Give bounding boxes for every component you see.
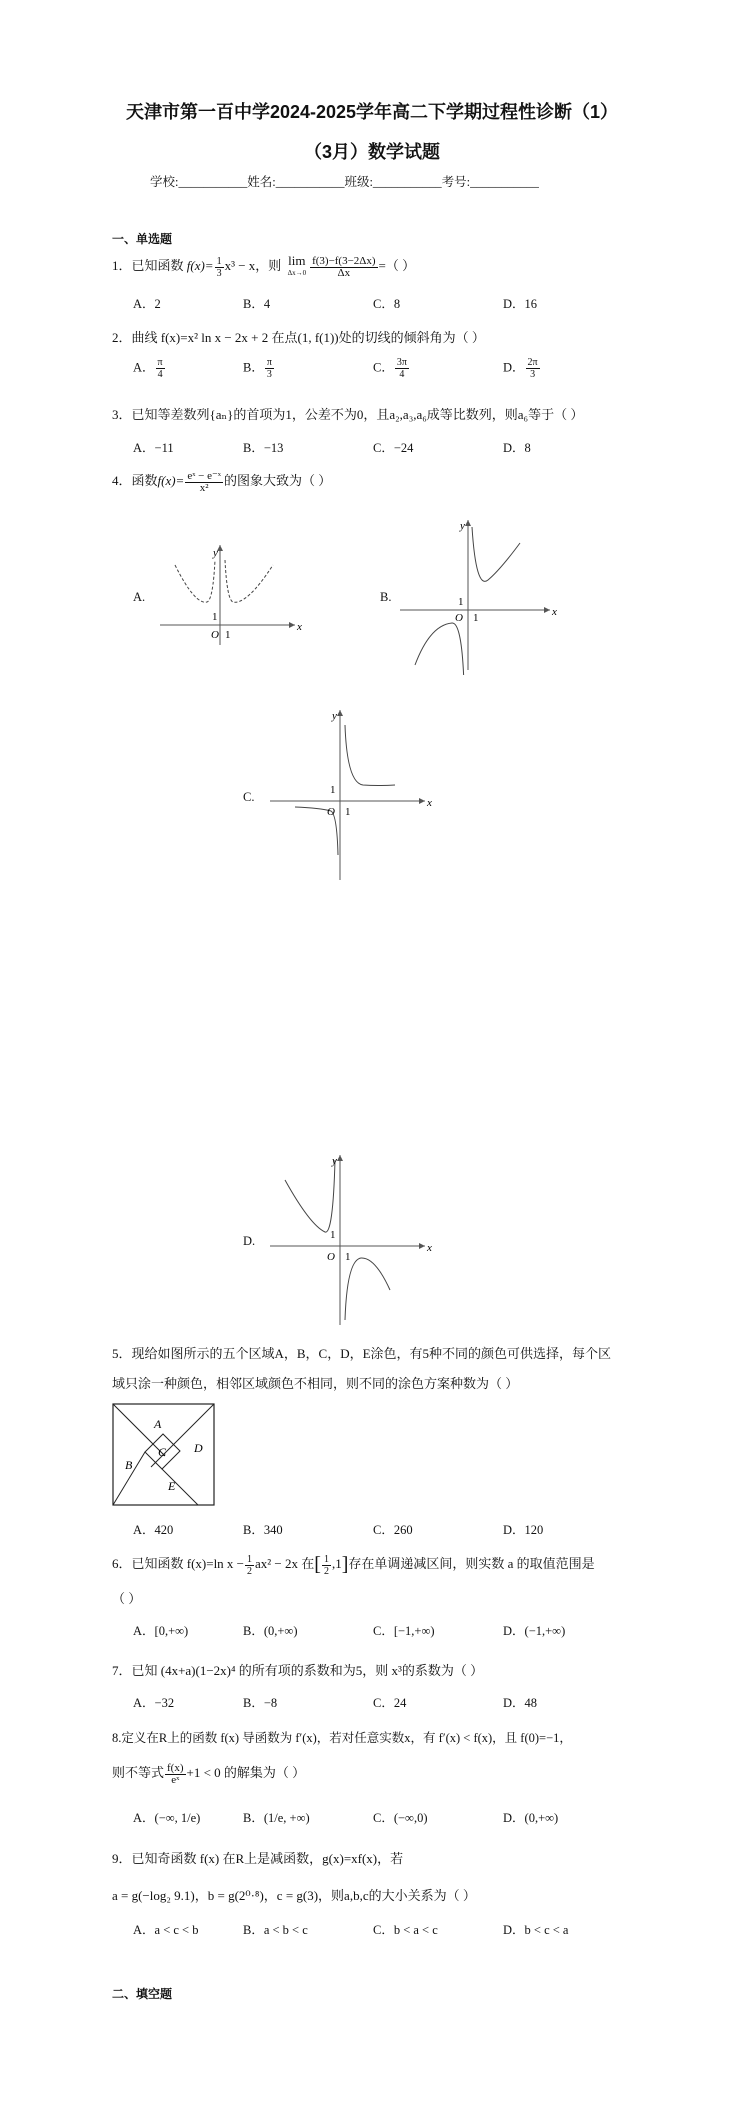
question-7: 7．已知 (4x+a)(1−2x)⁴ 的所有项的系数和为5，则 x³的系数为（ ） <box>112 1663 484 1678</box>
q5-option-c[interactable]: C．260 <box>373 1523 413 1537</box>
q2-option-a[interactable]: A． $\frac{\pi}{4}$ <box>133 357 163 380</box>
axis-x-label: x <box>297 621 302 633</box>
student-info-line: 学校:___________姓名:___________班级:___________考号:___________ <box>150 175 539 189</box>
question-9-line2: a = g(−log₂ 9.1)，b = g(2⁰·⁸)，c = g(3)，则a,b,c的大小关系为（ ） <box>112 1888 476 1903</box>
svg-text:1: 1 <box>458 596 464 608</box>
tick-1-y: 1 <box>212 611 218 623</box>
region-c-label: C <box>158 1445 167 1459</box>
region-e-label: E <box>168 1479 176 1493</box>
q1-limit-fraction: $\frac{f(3)-f(3-2\Delta x)}{\Delta x}$ <box>312 254 376 279</box>
q5-region-diagram <box>112 1403 217 1507</box>
question-5-line2: 域只涂一种颜色，相邻区域颜色不相同，则不同的涂色方案种数为（ ） <box>112 1376 519 1391</box>
q3-option-c[interactable]: C．−24 <box>373 441 414 455</box>
q4-option-a-label[interactable]: A. <box>133 590 146 604</box>
q4-option-b-label[interactable]: B. <box>380 590 392 604</box>
q1-tail: =（ ） <box>378 258 416 273</box>
region-d-label: D <box>194 1441 203 1455</box>
svg-text:1: 1 <box>473 612 479 624</box>
svg-text:1: 1 <box>345 1251 351 1263</box>
origin-label: O <box>211 629 219 641</box>
page-title: 天津市第一百中学2024-2025学年高二下学期过程性诊断（1） <box>125 102 619 122</box>
q8-option-a[interactable]: A．(−∞, 1/e) <box>133 1811 201 1825</box>
region-a-label: A <box>154 1417 162 1431</box>
q4-option-d-label[interactable]: D. <box>243 1234 256 1248</box>
q4-graph-a[interactable] <box>155 540 305 650</box>
q7-option-d[interactable]: D．48 <box>503 1696 538 1710</box>
q4-option-c-label[interactable]: C. <box>243 790 255 804</box>
q9-option-c[interactable]: C．b < a < c <box>373 1923 438 1937</box>
q6-option-d[interactable]: D．(−1,+∞) <box>503 1624 566 1638</box>
q1-fx: f(x)= <box>186 258 214 273</box>
q5-option-b[interactable]: B．340 <box>243 1523 283 1537</box>
q1-stem: 1．已知函数 <box>112 258 184 273</box>
question-2: 2．曲线 f(x)=x² ln x − 2x + 2 在点(1, f(1))处的切线的倾斜角为（ ） <box>112 330 485 345</box>
q8-option-d[interactable]: D．(0,+∞) <box>503 1811 559 1825</box>
svg-text:1: 1 <box>330 1229 336 1241</box>
question-8-line2: 则不等式 $\frac{f(x)}{\text{eˣ}}$ +1 < 0 的解集为（ ） <box>112 1761 306 1786</box>
svg-text:x: x <box>552 606 557 618</box>
question-6: 6．已知函数 f(x)=ln x − $\frac{1}{2}$ ax² − 2x 在[ $\frac{1}{2}$ ,1]存在单调递减区间，则实数 a 的取值范围是 <box>112 1553 595 1577</box>
q6-option-a[interactable]: A．[0,+∞) <box>133 1624 189 1638</box>
question-6-line2: （ ） <box>112 1591 142 1606</box>
question-1 <box>112 255 415 279</box>
q9-option-b[interactable]: B．a < b < c <box>243 1923 308 1937</box>
svg-text:y: y <box>332 1155 337 1167</box>
section-heading-fill: 二、填空题 <box>112 1987 173 2001</box>
q1-option-b[interactable]: B．4 <box>243 297 271 311</box>
q1-rest: x³ − x，则 <box>224 258 282 273</box>
question-5-line1: 5．现给如图所示的五个区域A，B，C，D，E涂色，有5种不同的颜色可供选择，每个区 <box>112 1346 612 1361</box>
q1-coef-fraction: $\frac{1}{3}$ <box>216 255 222 279</box>
q4-graph-b[interactable] <box>400 515 560 675</box>
q2-option-d[interactable]: D． $\frac{2\pi}{3}$ <box>503 357 538 380</box>
svg-text:y: y <box>460 520 465 532</box>
q3-option-d[interactable]: D．8 <box>503 441 531 455</box>
question-8-line1: 8.定义在R上的函数 f(x) 导函数为 f′(x)，若对任意实数x，有 f′(x) < f(x)，且 f(0)=−1， <box>112 1731 572 1745</box>
question-9-line1: 9．已知奇函数 f(x) 在R上是减函数，g(x)=xf(x)，若 <box>112 1851 404 1866</box>
q9-option-d[interactable]: D．b < c < a <box>503 1923 569 1937</box>
q6-option-b[interactable]: B．(0,+∞) <box>243 1624 298 1638</box>
q5-option-d[interactable]: D．120 <box>503 1523 544 1537</box>
tick-1-x: 1 <box>225 629 231 641</box>
svg-text:O: O <box>327 1251 335 1263</box>
q7-option-c[interactable]: C．24 <box>373 1696 407 1710</box>
q4-graph-c[interactable] <box>265 705 435 885</box>
q3-option-b[interactable]: B．−13 <box>243 441 284 455</box>
svg-text:x: x <box>427 797 432 809</box>
svg-text:O: O <box>455 612 463 624</box>
q3-option-a[interactable]: A．−11 <box>133 441 174 455</box>
q1-limit: lim Δx→0 <box>287 253 307 278</box>
q2-option-b[interactable]: B． $\frac{\pi}{3}$ <box>243 357 272 380</box>
q6-option-c[interactable]: C．[−1,+∞) <box>373 1624 435 1638</box>
q9-option-a[interactable]: A．a < c < b <box>133 1923 199 1937</box>
q7-option-b[interactable]: B．−8 <box>243 1696 278 1710</box>
axis-y-label: y <box>213 547 218 559</box>
section-heading-choice: 一、单选题 <box>112 232 173 246</box>
svg-text:1: 1 <box>330 784 336 796</box>
svg-text:1: 1 <box>345 806 351 818</box>
q1-option-a[interactable]: A．2 <box>133 297 161 311</box>
svg-text:y: y <box>332 710 337 722</box>
svg-text:O: O <box>327 806 335 818</box>
q7-option-a[interactable]: A．−32 <box>133 1696 175 1710</box>
q2-option-c[interactable]: C． $\frac{3\pi}{4}$ <box>373 357 407 380</box>
question-4: 4．函数f(x)= $\frac{\text{eˣ − e⁻ˣ}}{\text{x²}}$ 的图象大致为（ ） <box>112 469 332 494</box>
region-b-label: B <box>125 1458 133 1472</box>
question-3: 3．已知等差数列{aₙ}的首项为1，公差不为0，且a₂,a₃,a₆成等比数列，则a₆等于（ ） <box>112 407 584 422</box>
q4-graph-d[interactable] <box>265 1150 435 1330</box>
q5-option-a[interactable]: A．420 <box>133 1523 174 1537</box>
svg-text:x: x <box>427 1242 432 1254</box>
q1-option-d[interactable]: D．16 <box>503 297 538 311</box>
q8-option-b[interactable]: B．(1/e, +∞) <box>243 1811 310 1825</box>
page-subtitle: （3月）数学试题 <box>303 142 440 162</box>
q8-option-c[interactable]: C．(−∞,0) <box>373 1811 428 1825</box>
q1-option-c[interactable]: C．8 <box>373 297 401 311</box>
